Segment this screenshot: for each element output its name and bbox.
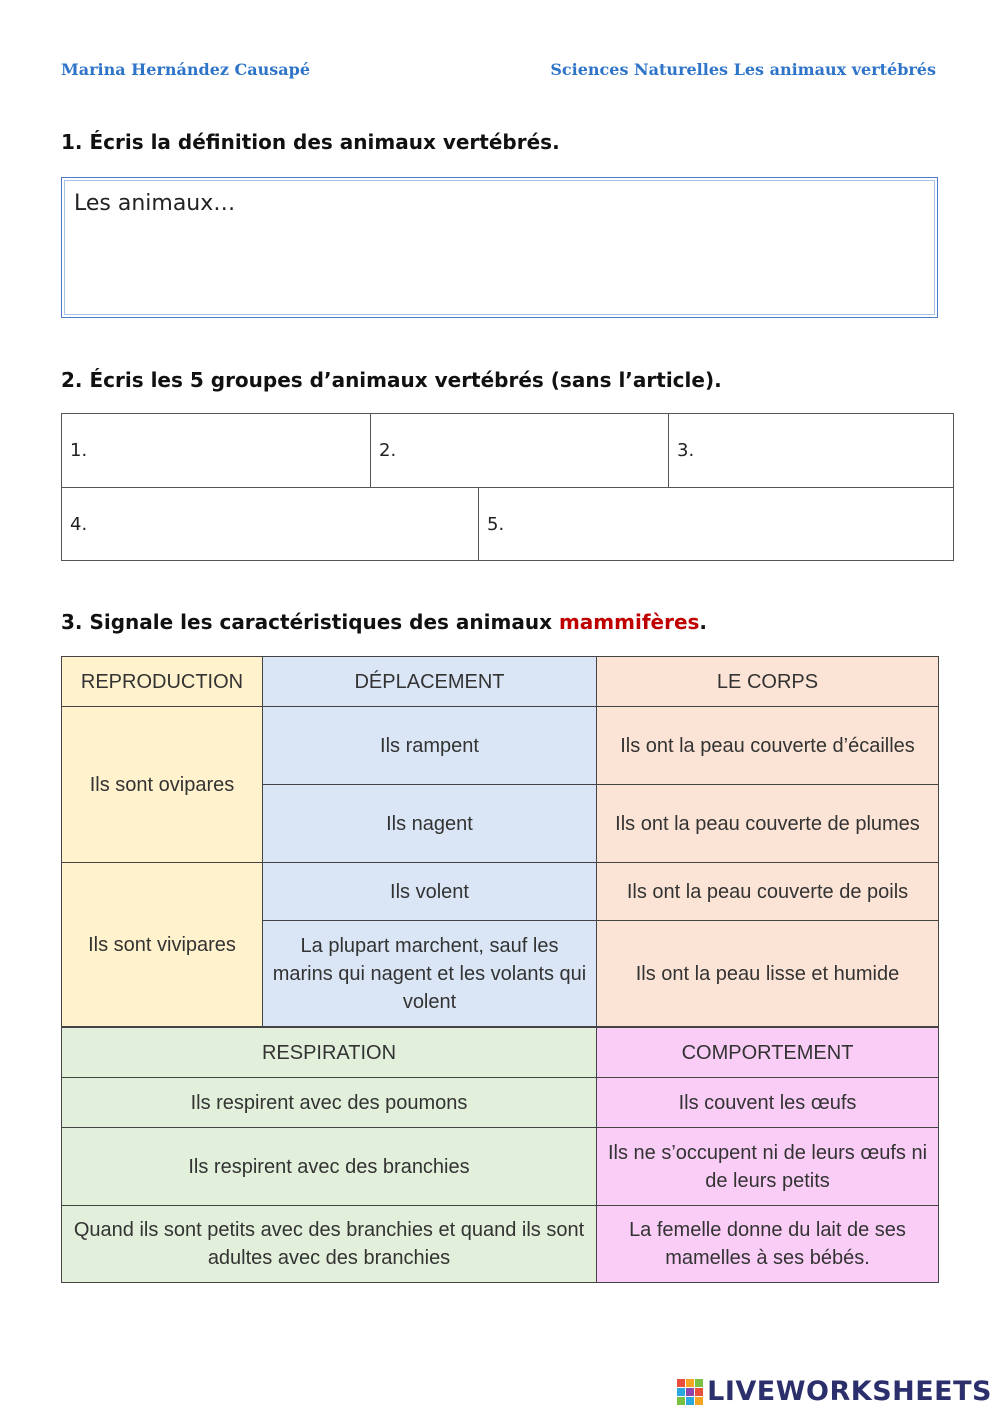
- liveworksheets-logo: [677, 1376, 992, 1407]
- header-respiration: RESPIRATION: [61, 1027, 597, 1078]
- group-answer-cell-1[interactable]: [61, 413, 371, 488]
- question-3-prefix: 3. Signale les caractéristiques des animaux: [61, 610, 559, 634]
- question-1-title: 1. Écris la définition des animaux vertébrés.: [61, 130, 560, 154]
- option-respiration-branchies[interactable]: Ils respirent avec des branchies: [61, 1127, 597, 1206]
- group-answer-cell-5[interactable]: [478, 487, 954, 561]
- option-deplacement-marchent[interactable]: La plupart marchent, sauf les marins qui nagent et les volants qui volent: [262, 920, 597, 1027]
- group-number-1: 1.: [70, 440, 88, 461]
- option-deplacement-nagent[interactable]: Ils nagent: [262, 784, 597, 863]
- option-comportement-ne-s-occupent[interactable]: Ils ne s’occupent ni de leurs œufs ni de leurs petits: [596, 1127, 939, 1206]
- option-corps-poils[interactable]: Ils ont la peau couverte de poils: [596, 862, 939, 921]
- option-deplacement-rampent[interactable]: Ils rampent: [262, 706, 597, 785]
- option-reproduction-vivipares[interactable]: Ils sont vivipares: [61, 862, 263, 1027]
- option-deplacement-volent[interactable]: Ils volent: [262, 862, 597, 921]
- group-answer-cell-2[interactable]: [370, 413, 669, 488]
- option-respiration-mixte[interactable]: Quand ils sont petits avec des branchies et quand ils sont adultes avec des branchies: [61, 1205, 597, 1283]
- worksheet-subject: Sciences Naturelles Les animaux vertébrés: [550, 60, 936, 79]
- header-deplacement: DÉPLACEMENT: [262, 656, 597, 707]
- group-number-5: 5.: [487, 513, 505, 535]
- question-3-highlight: mammifères: [558, 610, 700, 634]
- author-name: Marina Hernández Causapé: [61, 60, 311, 79]
- group-number-3: 3.: [677, 440, 695, 461]
- definition-answer-box[interactable]: [61, 177, 938, 318]
- header-corps: LE CORPS: [596, 656, 939, 707]
- question-2-title: 2. Écris les 5 groupes d’animaux vertébrés (sans l’article).: [61, 368, 722, 392]
- liveworksheets-brand: LIVEWORKSHEETS: [707, 1376, 992, 1407]
- option-comportement-couvent[interactable]: Ils couvent les œufs: [596, 1077, 939, 1128]
- option-comportement-lait[interactable]: La femelle donne du lait de ses mamelles à ses bébés.: [596, 1205, 939, 1283]
- group-answer-cell-3[interactable]: [668, 413, 954, 488]
- question-3-title: [61, 610, 707, 634]
- option-corps-plumes[interactable]: Ils ont la peau couverte de plumes: [596, 784, 939, 863]
- option-corps-lisse[interactable]: Ils ont la peau lisse et humide: [596, 920, 939, 1027]
- option-corps-ecailles[interactable]: Ils ont la peau couverte d’écailles: [596, 706, 939, 785]
- group-number-2: 2.: [379, 440, 397, 461]
- option-respiration-poumons[interactable]: Ils respirent avec des poumons: [61, 1077, 597, 1128]
- header-comportement: COMPORTEMENT: [596, 1027, 939, 1078]
- option-reproduction-ovipares[interactable]: Ils sont ovipares: [61, 706, 263, 863]
- group-number-4: 4.: [70, 513, 88, 535]
- group-answer-cell-4[interactable]: [61, 487, 479, 561]
- liveworksheets-logo-icon: [677, 1379, 703, 1405]
- question-3-suffix: .: [699, 610, 708, 634]
- header-reproduction: REPRODUCTION: [61, 656, 263, 707]
- definition-input[interactable]: [72, 190, 916, 217]
